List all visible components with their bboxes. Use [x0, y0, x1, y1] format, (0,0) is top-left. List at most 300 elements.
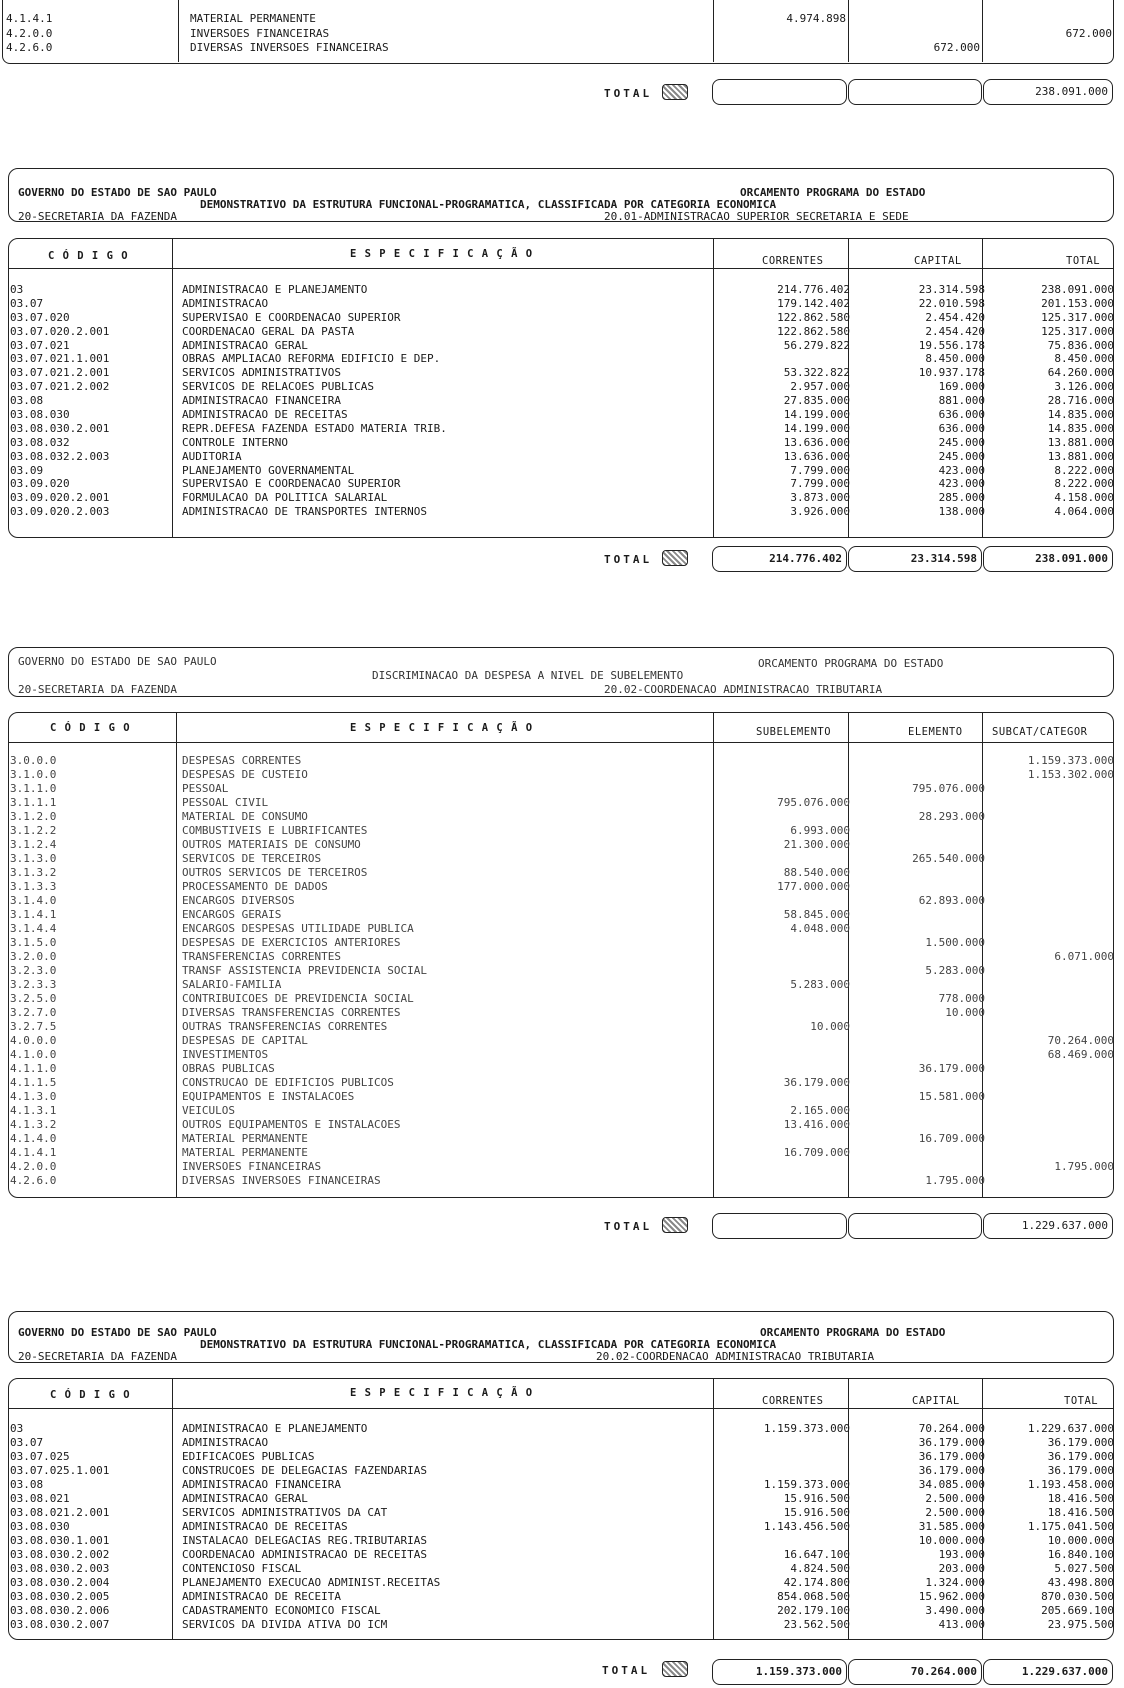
table-row [10, 1104, 1110, 1118]
total-box [712, 79, 847, 105]
row-value-3: 64.260.000 [1047, 366, 1114, 380]
row-value-2: 1.500.000 [925, 936, 985, 949]
arrow-icon [662, 1661, 688, 1677]
row-value-2: 28.293.000 [918, 810, 985, 823]
row-code: 03.07.020.2.001 [10, 324, 110, 338]
table-row [10, 950, 1114, 964]
header-title: DISCRIMINACAO DA DESPESA A NIVEL DE SUBELEMENTO [372, 669, 684, 682]
row-value-3: 75.836.000 [1047, 338, 1114, 352]
row-desc: FORMULACAO DA POLITICA SALARIAL [182, 491, 388, 505]
row-value-2: 36.179.000 [918, 1436, 985, 1449]
total-box: 23.314.598 [848, 546, 982, 572]
row-value-1: 23.562.500 [783, 1618, 850, 1631]
row-value-1: 21.300.000 [783, 838, 850, 851]
row-value-2: 2.454.420 [925, 310, 985, 324]
row-value-2: 413.000 [938, 1618, 985, 1631]
row-code: 4.1.1.0 [10, 1062, 57, 1075]
row-code: 4.1.3.1 [10, 1104, 57, 1117]
row-value-3: 6.071.000 [1054, 950, 1114, 963]
col-elemento-header: ELEMENTO [908, 726, 963, 738]
arrow-icon [662, 84, 688, 100]
row-value-1: 854.068.500 [777, 1590, 850, 1603]
header-unit: 20.02-COORDENACAO ADMINISTRACAO TRIBUTARIA [596, 1350, 875, 1363]
row-value-2: 423.000 [938, 477, 985, 491]
row-code: 03.07 [10, 296, 44, 310]
table-row [6, 41, 1112, 56]
table-row [10, 366, 1114, 380]
row-code: 4.1.3.2 [10, 1118, 57, 1131]
row-value-1: 214.776.402 [777, 283, 850, 296]
row-code: 03.07.021.1.001 [10, 352, 110, 366]
row-value-1: 6.993.000 [790, 824, 850, 837]
table-row [10, 324, 1114, 339]
col-spec-header: E S P E C I F I C A Ç Ã O [350, 248, 534, 260]
table-row [10, 1160, 1114, 1174]
total-box: 1.229.637.000 [983, 1213, 1113, 1239]
row-value-2: 636.000 [938, 408, 985, 422]
row-desc: CONTRIBUICOES DE PREVIDENCIA SOCIAL [182, 992, 414, 1005]
row-desc: AUDITORIA [182, 449, 242, 463]
section-rows [10, 754, 1114, 1188]
row-desc: ADMINISTRACAO GERAL [182, 1492, 308, 1505]
row-value-2: 3.490.000 [925, 1604, 985, 1617]
row-code: 4.2.6.0 [10, 1174, 57, 1187]
row-value-2: 22.010.598 [918, 296, 985, 310]
table-row [10, 352, 1114, 366]
table-row [10, 1132, 1110, 1146]
row-value-2: 31.585.000 [918, 1520, 985, 1533]
row-value-2: 15.581.000 [918, 1090, 985, 1103]
row-code: 03.08.030.2.003 [10, 1562, 110, 1575]
table-row [10, 1464, 1114, 1478]
row-code: 03.09.020.2.001 [10, 491, 110, 505]
row-code: 03.08.032 [10, 435, 70, 449]
row-code: 03.07.025.1.001 [10, 1464, 110, 1477]
total-label: TOTAL [604, 553, 653, 566]
row-value-1: 7.799.000 [790, 477, 850, 491]
row-value-3: 13.881.000 [1047, 449, 1114, 463]
row-value-1: 795.076.000 [777, 796, 850, 809]
row-desc: OUTRAS TRANSFERENCIAS CORRENTES [182, 1020, 388, 1033]
row-desc: OUTROS MATERIAIS DE CONSUMO [182, 838, 361, 851]
table-row [10, 936, 1110, 950]
row-desc: OUTROS EQUIPAMENTOS E INSTALACOES [182, 1118, 401, 1131]
row-value-3: 201.153.000 [1041, 296, 1114, 310]
header-unit: 20.01-ADMINISTRACAO SUPERIOR SECRETARIA E SEDE [604, 210, 909, 223]
row-code: 03.08.030.1.001 [10, 1534, 110, 1547]
row-code: 3.1.3.0 [10, 852, 57, 865]
col-correntes-header: CORRENTES [762, 255, 824, 267]
row-desc: ADMINISTRACAO E PLANEJAMENTO [182, 283, 368, 296]
row-value-3: 4.158.000 [1054, 491, 1114, 505]
row-desc: SERVICOS ADMINISTRATIVOS [182, 366, 341, 380]
row-value-1: 15.916.500 [783, 1506, 850, 1519]
table-row [6, 27, 1112, 42]
total-box: 1.229.637.000 [983, 1659, 1113, 1685]
col-total-header: TOTAL [1066, 255, 1101, 267]
table-row [10, 505, 1114, 519]
row-value-2: 62.893.000 [918, 894, 985, 907]
row-value-2: 423.000 [938, 463, 985, 477]
col-capital-header: CAPITAL [912, 1395, 960, 1407]
row-code: 3.1.3.2 [10, 866, 57, 879]
arrow-icon [662, 1217, 688, 1233]
row-value-2: 10.937.178 [918, 366, 985, 380]
row-value-1: 53.322.822 [783, 366, 850, 380]
row-value-2: 23.314.598 [918, 283, 985, 296]
table-row [10, 491, 1114, 505]
row-desc: PLANEJAMENTO GOVERNAMENTAL [182, 463, 355, 477]
row-code: 03.08.030.2.006 [10, 1604, 110, 1617]
row-desc: DESPESAS DE CUSTEIO [182, 768, 308, 781]
row-code: 03.08.021 [10, 1492, 70, 1505]
row-value-3: 14.835.000 [1047, 408, 1114, 422]
row-value-1: 7.799.000 [790, 463, 850, 477]
divider [8, 742, 1114, 743]
row-value-1: 1.143.456.500 [763, 1520, 850, 1533]
row-desc: MATERIAL PERMANENTE [190, 12, 316, 25]
row-desc: OUTROS SERVICOS DE TERCEIROS [182, 866, 368, 879]
row-code: 03.09.020 [10, 477, 70, 491]
row-value-3: 36.179.000 [1047, 1450, 1114, 1463]
row-code: 03.07.020 [10, 310, 70, 324]
row-desc: INVESTIMENTOS [182, 1048, 269, 1061]
row-code: 03.08.030 [10, 1520, 70, 1533]
row-code: 3.0.0.0 [10, 754, 57, 767]
row-desc: MATERIAL DE CONSUMO [182, 810, 308, 823]
row-desc: VEICULOS [182, 1104, 235, 1117]
row-code: 4.1.4.1 [6, 12, 53, 25]
table-row [10, 1076, 1110, 1090]
row-value-1: 36.179.000 [783, 1076, 850, 1089]
row-code: 3.2.3.3 [10, 978, 57, 991]
row-value-2: 636.000 [938, 421, 985, 435]
divider [8, 268, 1114, 269]
row-desc: ENCARGOS DESPESAS UTILIDADE PUBLICA [182, 922, 414, 935]
row-value-2: 245.000 [938, 449, 985, 463]
row-value-2: 778.000 [938, 992, 985, 1005]
row-desc: SUPERVISAO E COORDENACAO SUPERIOR [182, 477, 401, 491]
row-desc: SUPERVISAO E COORDENACAO SUPERIOR [182, 310, 401, 324]
row-value-2: 245.000 [938, 435, 985, 449]
row-desc: PROCESSAMENTO DE DADOS [182, 880, 328, 893]
row-value-1: 88.540.000 [783, 866, 850, 879]
table-row [6, 12, 1112, 27]
row-value-1: 58.845.000 [783, 908, 850, 921]
row-code: 3.1.2.4 [10, 838, 57, 851]
row-desc: DESPESAS CORRENTES [182, 754, 302, 767]
row-code: 03.07.021 [10, 338, 70, 352]
total-box: 70.264.000 [848, 1659, 982, 1685]
table-row [10, 310, 1114, 325]
row-code: 3.1.2.2 [10, 824, 57, 837]
row-desc: PESSOAL [182, 782, 229, 795]
header-title: DEMONSTRATIVO DA ESTRUTURA FUNCIONAL-PROGRAMATICA, CLASSIFICADA POR CATEGORIA ECONOMICA [200, 198, 777, 211]
row-value-1: 13.636.000 [783, 449, 850, 463]
row-value-1: 42.174.800 [783, 1576, 850, 1589]
row-value-3: 8.222.000 [1054, 463, 1114, 477]
row-value-1: 14.199.000 [783, 421, 850, 435]
row-desc: REPR.DEFESA FAZENDA ESTADO MATERIA TRIB. [182, 421, 447, 435]
row-value-1: 15.916.500 [783, 1492, 850, 1505]
table-row [10, 866, 1110, 880]
row-code: 03.08 [10, 1478, 44, 1491]
row-code: 03 [10, 283, 24, 296]
row-value-3: 10.000.000 [1047, 1534, 1114, 1547]
table-row [10, 1146, 1110, 1160]
col-subcat-header: SUBCAT/CATEGOR [992, 726, 1088, 738]
col-spec-header: E S P E C I F I C A Ç Ã O [350, 722, 534, 734]
row-code: 3.1.4.0 [10, 894, 57, 907]
table-row [10, 435, 1114, 450]
row-value-1: 1.159.373.000 [763, 1478, 850, 1491]
row-value-2: 1.324.000 [925, 1576, 985, 1589]
row-code: 4.1.4.0 [10, 1132, 57, 1145]
row-value-3: 4.064.000 [1054, 505, 1114, 519]
table-row [10, 782, 1110, 796]
row-desc: DESPESAS DE EXERCICIOS ANTERIORES [182, 936, 401, 949]
row-value-2: 285.000 [938, 491, 985, 505]
row-desc: SERVICOS DE RELACOES PUBLICAS [182, 380, 375, 394]
row-code: 3.2.5.0 [10, 992, 57, 1005]
table-row [10, 992, 1110, 1006]
row-desc: SERVICOS ADMINISTRATIVOS DA CAT [182, 1506, 388, 1519]
row-value-3: 8.222.000 [1054, 477, 1114, 491]
header-unit: 20.02-COORDENACAO ADMINISTRACAO TRIBUTARIA [604, 683, 883, 696]
col-code-header: C Ó D I G O [48, 250, 129, 262]
row-value: 672.000 [933, 41, 980, 55]
row-value-3: 28.716.000 [1047, 394, 1114, 408]
col-subelemento-header: SUBELEMENTO [756, 726, 832, 738]
table-row [10, 852, 1110, 866]
table-row [10, 1618, 1114, 1632]
row-code: 03.08.030.2.002 [10, 1548, 110, 1561]
table-row [10, 908, 1110, 922]
col-spec-header: E S P E C I F I C A Ç Ã O [350, 1387, 534, 1399]
row-value-2: 8.450.000 [925, 352, 985, 366]
row-value-2: 36.179.000 [918, 1464, 985, 1477]
row-desc: MATERIAL PERMANENTE [182, 1132, 308, 1145]
table-row [10, 1520, 1114, 1534]
row-value-1: 179.142.402 [777, 296, 850, 310]
table-row [10, 283, 1114, 297]
top-fragment-rows [6, 12, 1112, 56]
table-row [10, 978, 1110, 992]
row-value: 672.000 [1065, 26, 1112, 40]
col-code-header: C Ó D I G O [50, 722, 131, 734]
header-secretaria: 20-SECRETARIA DA FAZENDA [18, 210, 177, 223]
row-value-3: 870.030.500 [1041, 1590, 1114, 1603]
row-desc: CADASTRAMENTO ECONOMICO FISCAL [182, 1604, 381, 1617]
row-value-2: 2.500.000 [925, 1492, 985, 1505]
row-value-2: 15.962.000 [918, 1590, 985, 1603]
row-value-2: 36.179.000 [918, 1450, 985, 1463]
divider [8, 1408, 1114, 1409]
row-value-2: 5.283.000 [925, 964, 985, 977]
row-desc: ADMINISTRACAO E PLANEJAMENTO [182, 1422, 368, 1435]
row-desc: ADMINISTRACAO FINANCEIRA [182, 1478, 341, 1491]
table-row [10, 1548, 1114, 1562]
row-value-3: 1.153.302.000 [1027, 768, 1114, 781]
row-desc: CONTROLE INTERNO [182, 435, 288, 449]
row-desc: ENCARGOS GERAIS [182, 908, 282, 921]
row-value-1: 2.165.000 [790, 1104, 850, 1117]
table-row [10, 1048, 1114, 1062]
row-desc: INVERSOES FINANCEIRAS [182, 1160, 322, 1173]
row-code: 3.1.1.1 [10, 796, 57, 809]
row-code: 03.07.021.2.002 [10, 380, 110, 394]
row-value-3: 23.975.500 [1047, 1618, 1114, 1631]
header-secretaria: 20-SECRETARIA DA FAZENDA [18, 1350, 177, 1363]
row-code: 03 [10, 1422, 24, 1435]
total-box: 1.159.373.000 [712, 1659, 847, 1685]
header-right: ORCAMENTO PROGRAMA DO ESTADO [758, 657, 944, 670]
row-code: 3.1.2.0 [10, 810, 57, 823]
table-row [10, 296, 1114, 311]
row-desc: CONTENCIOSO FISCAL [182, 1562, 302, 1575]
row-code: 3.1.4.4 [10, 922, 57, 935]
section-rows [10, 1422, 1114, 1632]
row-code: 3.1.5.0 [10, 936, 57, 949]
row-value-1: 122.862.580 [777, 324, 850, 338]
total-box: 238.091.000 [983, 79, 1113, 105]
row-desc: ADMINISTRACAO FINANCEIRA [182, 394, 341, 408]
table-row [10, 394, 1114, 408]
table-row [10, 1450, 1114, 1464]
row-value-3: 1.795.000 [1054, 1160, 1114, 1173]
total-box [712, 1213, 847, 1239]
table-row [10, 408, 1114, 422]
table-row [10, 810, 1110, 824]
row-code: 03.08.030.2.001 [10, 421, 110, 435]
row-value-1: 4.048.000 [790, 922, 850, 935]
row-desc: EQUIPAMENTOS E INSTALACOES [182, 1090, 355, 1103]
row-desc: DIVERSAS INVERSOES FINANCEIRAS [182, 1174, 381, 1187]
row-code: 3.2.0.0 [10, 950, 57, 963]
table-row [10, 768, 1114, 782]
row-value-3: 8.450.000 [1054, 352, 1114, 366]
row-code: 3.1.1.0 [10, 782, 57, 795]
row-desc: ADMINISTRACAO GERAL [182, 338, 308, 352]
table-row [10, 1090, 1110, 1104]
row-value-2: 16.709.000 [918, 1132, 985, 1145]
row-value-1: 1.159.373.000 [763, 1422, 850, 1435]
table-row [10, 1604, 1114, 1618]
row-desc: TRANSFERENCIAS CORRENTES [182, 950, 341, 963]
row-value-1: 4.824.500 [790, 1562, 850, 1575]
row-desc: ADMINISTRACAO [182, 1436, 269, 1449]
row-desc: PESSOAL CIVIL [182, 796, 269, 809]
row-value-1: 3.873.000 [790, 491, 850, 505]
row-value-3: 36.179.000 [1047, 1464, 1114, 1477]
row-value-2: 203.000 [938, 1562, 985, 1575]
row-desc: SERVICOS DE TERCEIROS [182, 852, 322, 865]
row-desc: CONSTRUCAO DE EDIFICIOS PUBLICOS [182, 1076, 394, 1089]
header-gov: GOVERNO DO ESTADO DE SAO PAULO [18, 186, 217, 199]
row-desc: ADMINISTRACAO DE RECEITAS [182, 1520, 348, 1533]
row-desc: PLANEJAMENTO EXECUCAO ADMINIST.RECEITAS [182, 1576, 441, 1589]
table-row [10, 1006, 1110, 1020]
row-code: 4.0.0.0 [10, 1034, 57, 1047]
row-desc: COORDENACAO GERAL DA PASTA [182, 324, 355, 338]
row-value-2: 138.000 [938, 505, 985, 519]
row-value-3: 13.881.000 [1047, 435, 1114, 449]
row-value-3: 43.498.800 [1047, 1576, 1114, 1589]
row-value-2: 1.795.000 [925, 1174, 985, 1187]
row-code: 4.2.0.0 [10, 1160, 57, 1173]
row-value-2: 34.085.000 [918, 1478, 985, 1491]
row-value-3: 3.126.000 [1054, 380, 1114, 394]
col-total-header: TOTAL [1064, 1395, 1099, 1407]
row-value-1: 14.199.000 [783, 408, 850, 422]
total-box: 238.091.000 [983, 546, 1113, 572]
row-value-2: 795.076.000 [912, 782, 985, 795]
row-value-1: 56.279.822 [783, 338, 850, 352]
row-desc: OBRAS AMPLIACAO REFORMA EDIFICIO E DEP. [182, 352, 441, 366]
row-value-2: 193.000 [938, 1548, 985, 1561]
table-row [10, 477, 1114, 491]
row-desc: EDIFICACOES PUBLICAS [182, 1450, 315, 1463]
table-row [10, 1422, 1114, 1436]
row-desc: ENCARGOS DIVERSOS [182, 894, 295, 907]
row-code: 3.1.3.3 [10, 880, 57, 893]
table-row [10, 964, 1110, 978]
row-value-1: 16.709.000 [783, 1146, 850, 1159]
row-value-3: 36.179.000 [1047, 1436, 1114, 1449]
row-value-1: 13.636.000 [783, 435, 850, 449]
row-desc: ADMINISTRACAO DE TRANSPORTES INTERNOS [182, 505, 428, 519]
total-label: TOTAL [604, 1220, 653, 1233]
row-code: 03.07.025 [10, 1450, 70, 1463]
row-value-3: 1.175.041.500 [1027, 1520, 1114, 1533]
total-label: TOTAL [602, 1664, 651, 1677]
total-box [848, 1213, 982, 1239]
row-desc: TRANSF ASSISTENCIA PREVIDENCIA SOCIAL [182, 964, 428, 977]
row-value-1: 2.957.000 [790, 380, 850, 394]
row-desc: SALARIO-FAMILIA [182, 978, 282, 991]
row-value: 4.974.898 [786, 12, 846, 25]
table-row [10, 754, 1114, 768]
total-box: 214.776.402 [712, 546, 847, 572]
row-code: 4.2.6.0 [6, 41, 53, 55]
table-row [10, 1478, 1114, 1492]
row-value-3: 205.669.100 [1041, 1604, 1114, 1617]
table-row [10, 796, 1110, 810]
row-code: 03.07.021.2.001 [10, 366, 110, 380]
row-desc: ADMINISTRACAO DE RECEITAS [182, 408, 348, 422]
row-code: 03.08.032.2.003 [10, 449, 110, 463]
row-code: 3.2.7.0 [10, 1006, 57, 1019]
row-code: 3.2.3.0 [10, 964, 57, 977]
table-row [10, 449, 1114, 464]
row-desc: COORDENACAO ADMINISTRACAO DE RECEITAS [182, 1548, 428, 1561]
row-value-1: 3.926.000 [790, 505, 850, 519]
row-value-2: 2.454.420 [925, 324, 985, 338]
row-value-1: 10.000 [810, 1020, 850, 1033]
row-code: 03.09 [10, 463, 44, 477]
row-value-3: 70.264.000 [1047, 1034, 1114, 1047]
row-code: 3.1.4.1 [10, 908, 57, 921]
table-row [10, 1534, 1114, 1548]
row-value-2: 36.179.000 [918, 1062, 985, 1075]
row-value-2: 881.000 [938, 394, 985, 408]
row-code: 4.2.0.0 [6, 26, 53, 40]
row-desc: SERVICOS DA DIVIDA ATIVA DO ICM [182, 1618, 388, 1631]
header-gov: GOVERNO DO ESTADO DE SAO PAULO [18, 655, 217, 668]
section-rows [10, 283, 1114, 519]
row-value-3: 16.840.100 [1047, 1548, 1114, 1561]
row-code: 4.1.0.0 [10, 1048, 57, 1061]
